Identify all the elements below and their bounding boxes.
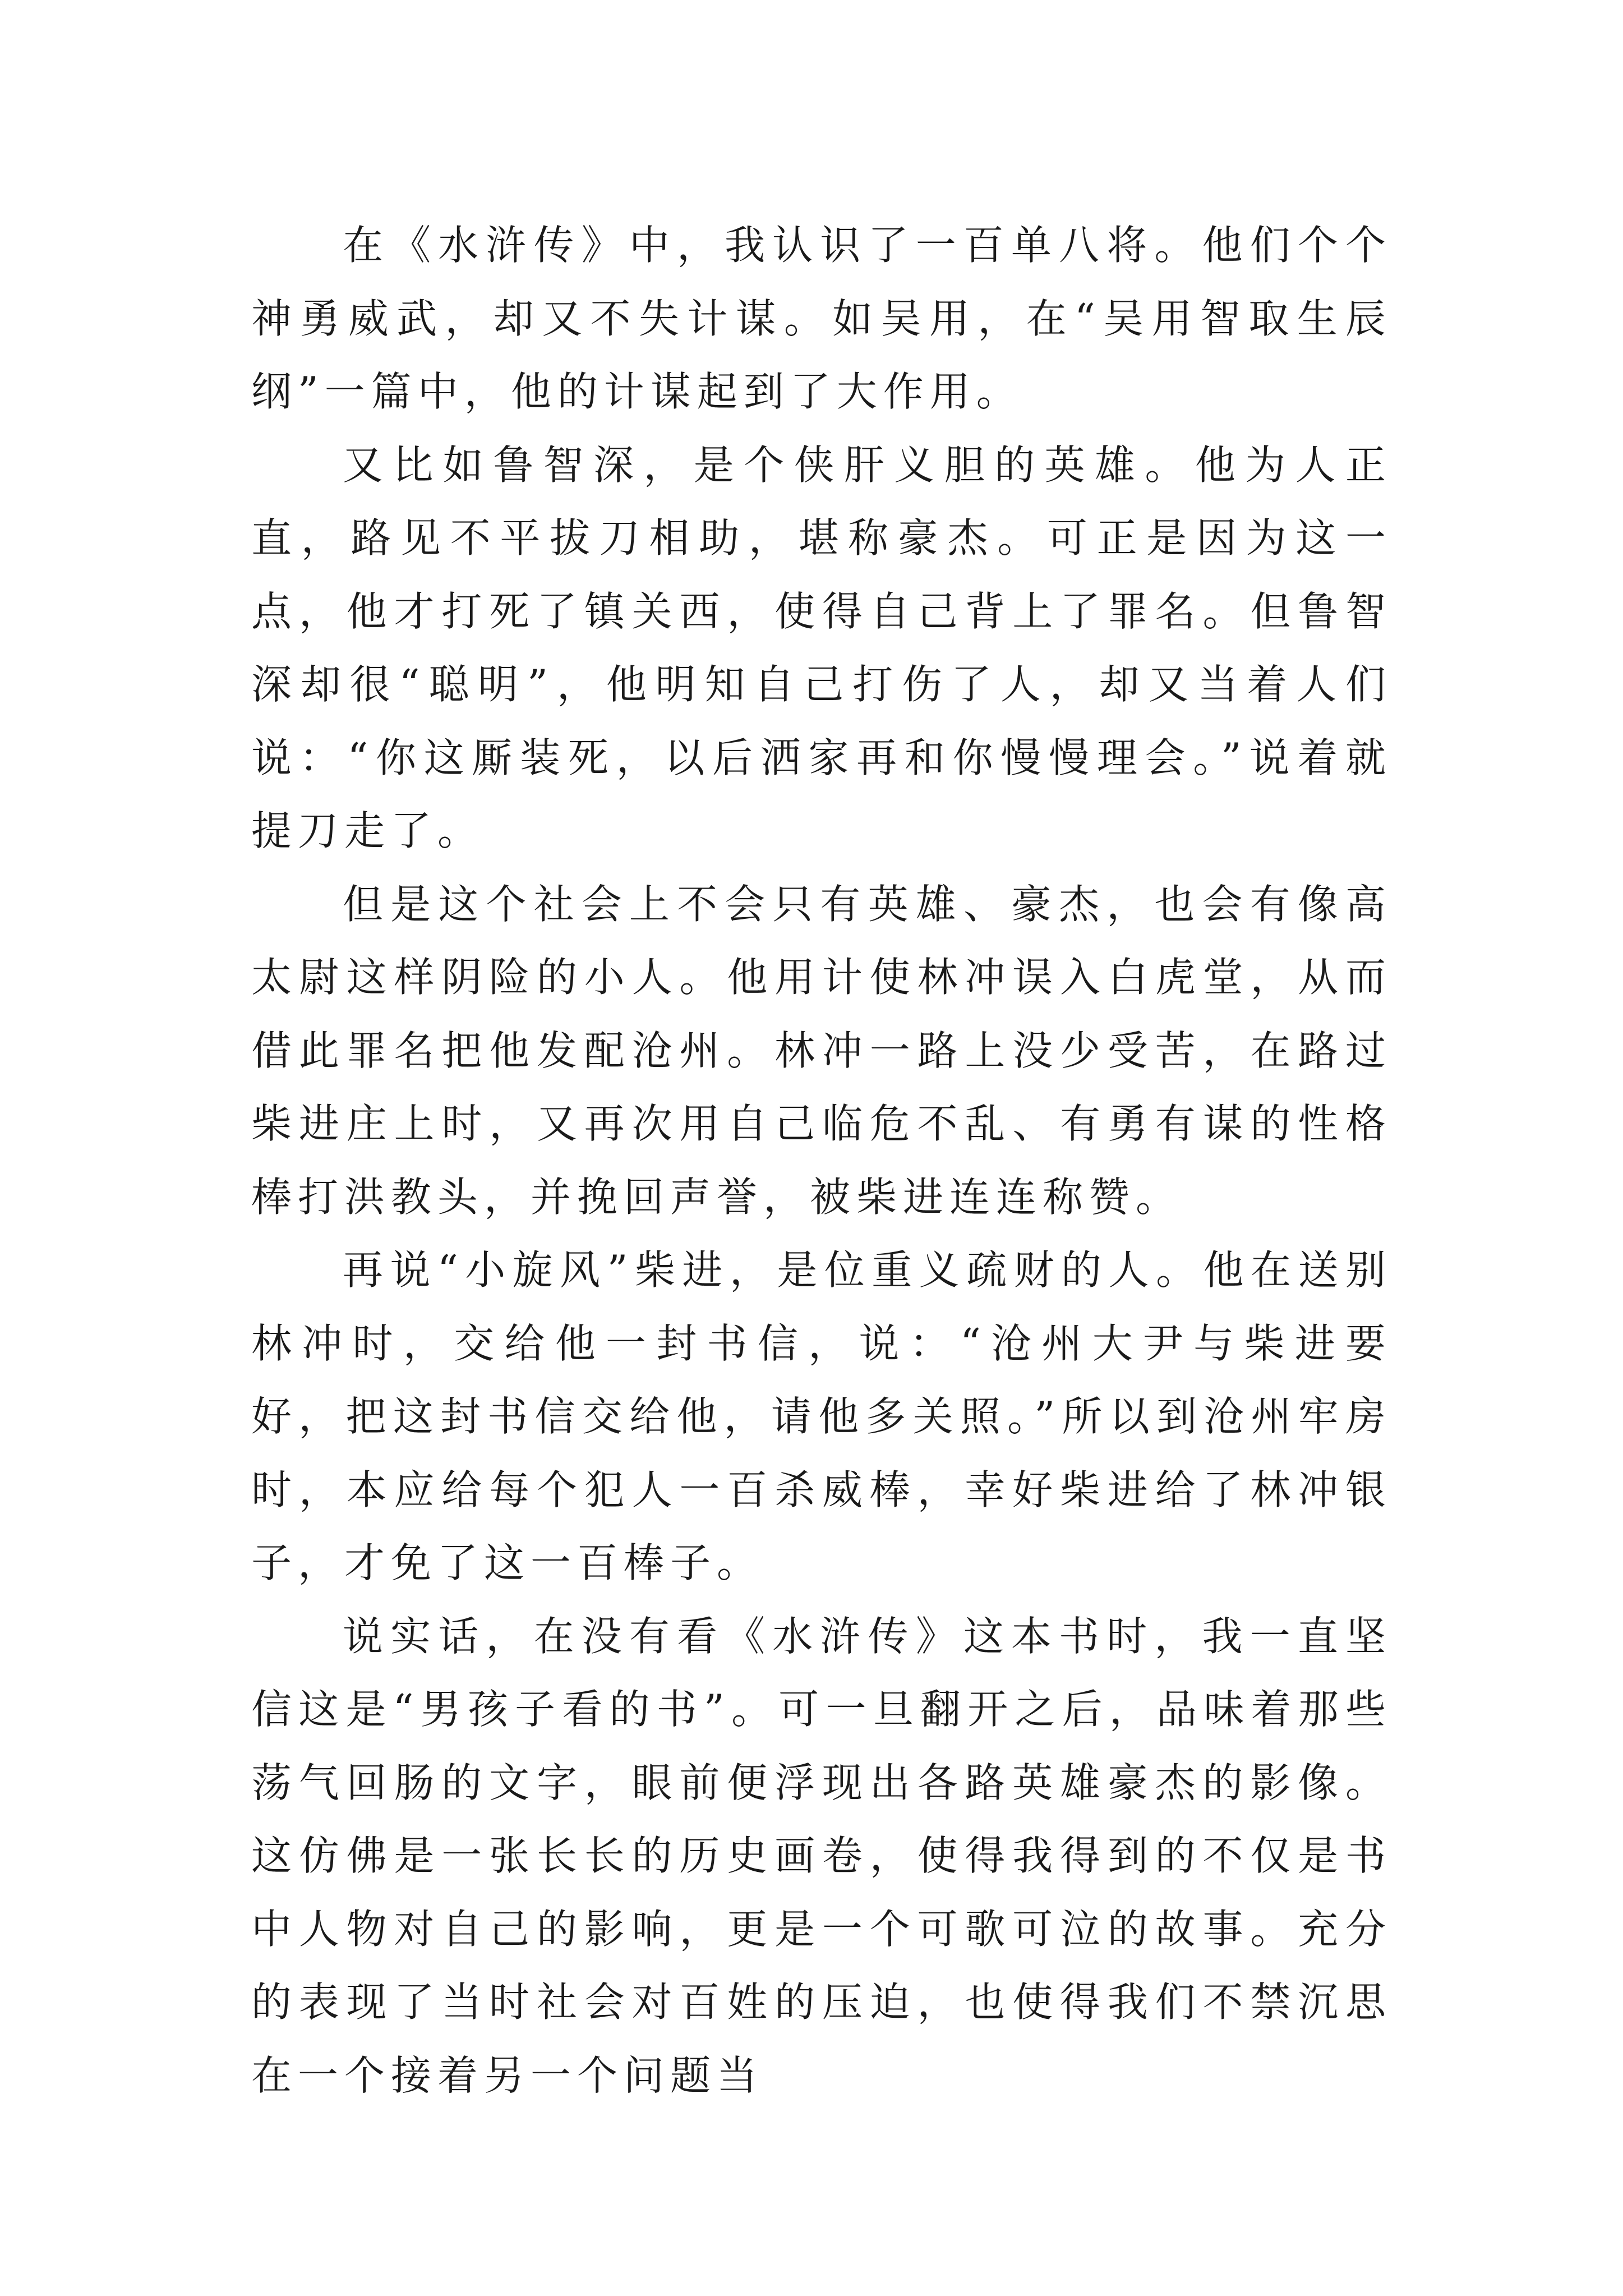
paragraph-5: 说实话，在没有看《水浒传》这本书时，我一直坚信这是“男孩子看的书”。可一旦翻开之后，品味着那些荡气回肠的文字，眼前便浮现出各路英雄豪杰的影像。这仿佛是一张长长的历史画卷，使得我得到的不仅是书中人物对自己的影响，更是一个可歌可泣的故事。充分的表现了当时社会对百姓的压迫，也使得我们不禁沉思在一个接着另一个问题当 — [251, 1612, 1392, 2099]
paragraph-4: 再说“小旋风”柴进，是位重义疏财的人。他在送别林冲时，交给他一封书信，说：“沧州大尹与柴进要好，把这封书信交给他，请他多关照。”所以到沧州牢房时，本应给每个犯人一百杀威棒，幸好柴进给了林冲银子，才免了这一百棒子。 — [251, 1246, 1392, 1586]
paragraph-3: 但是这个社会上不会只有英雄、豪杰，也会有像高太尉这样阴险的小人。他用计使林冲误入白虎堂，从而借此罪名把他发配沧州。林冲一路上没少受苦，在路过柴进庄上时，又再次用自己临危不乱、有勇有谋的性格棒打洪教头，并挽回声誉，被柴进连连称赞。 — [251, 880, 1392, 1221]
document-body — [251, 209, 1392, 2112]
paragraph-2: 又比如鲁智深，是个侠肝义胆的英雄。他为人正直，路见不平拔刀相助，堪称豪杰。可正是因为这一点，他才打死了镇关西，使得自己背上了罪名。但鲁智深却很“聪明”，他明知自己打伤了人，却又当着人们说：“你这厮装死，以后洒家再和你慢慢理会。”说着就提刀走了。 — [251, 441, 1392, 854]
paragraph-1: 在《水浒传》中，我认识了一百单八将。他们个个神勇威武，却又不失计谋。如吴用，在“吴用智取生辰纲”一篇中，他的计谋起到了大作用。 — [251, 222, 1392, 415]
